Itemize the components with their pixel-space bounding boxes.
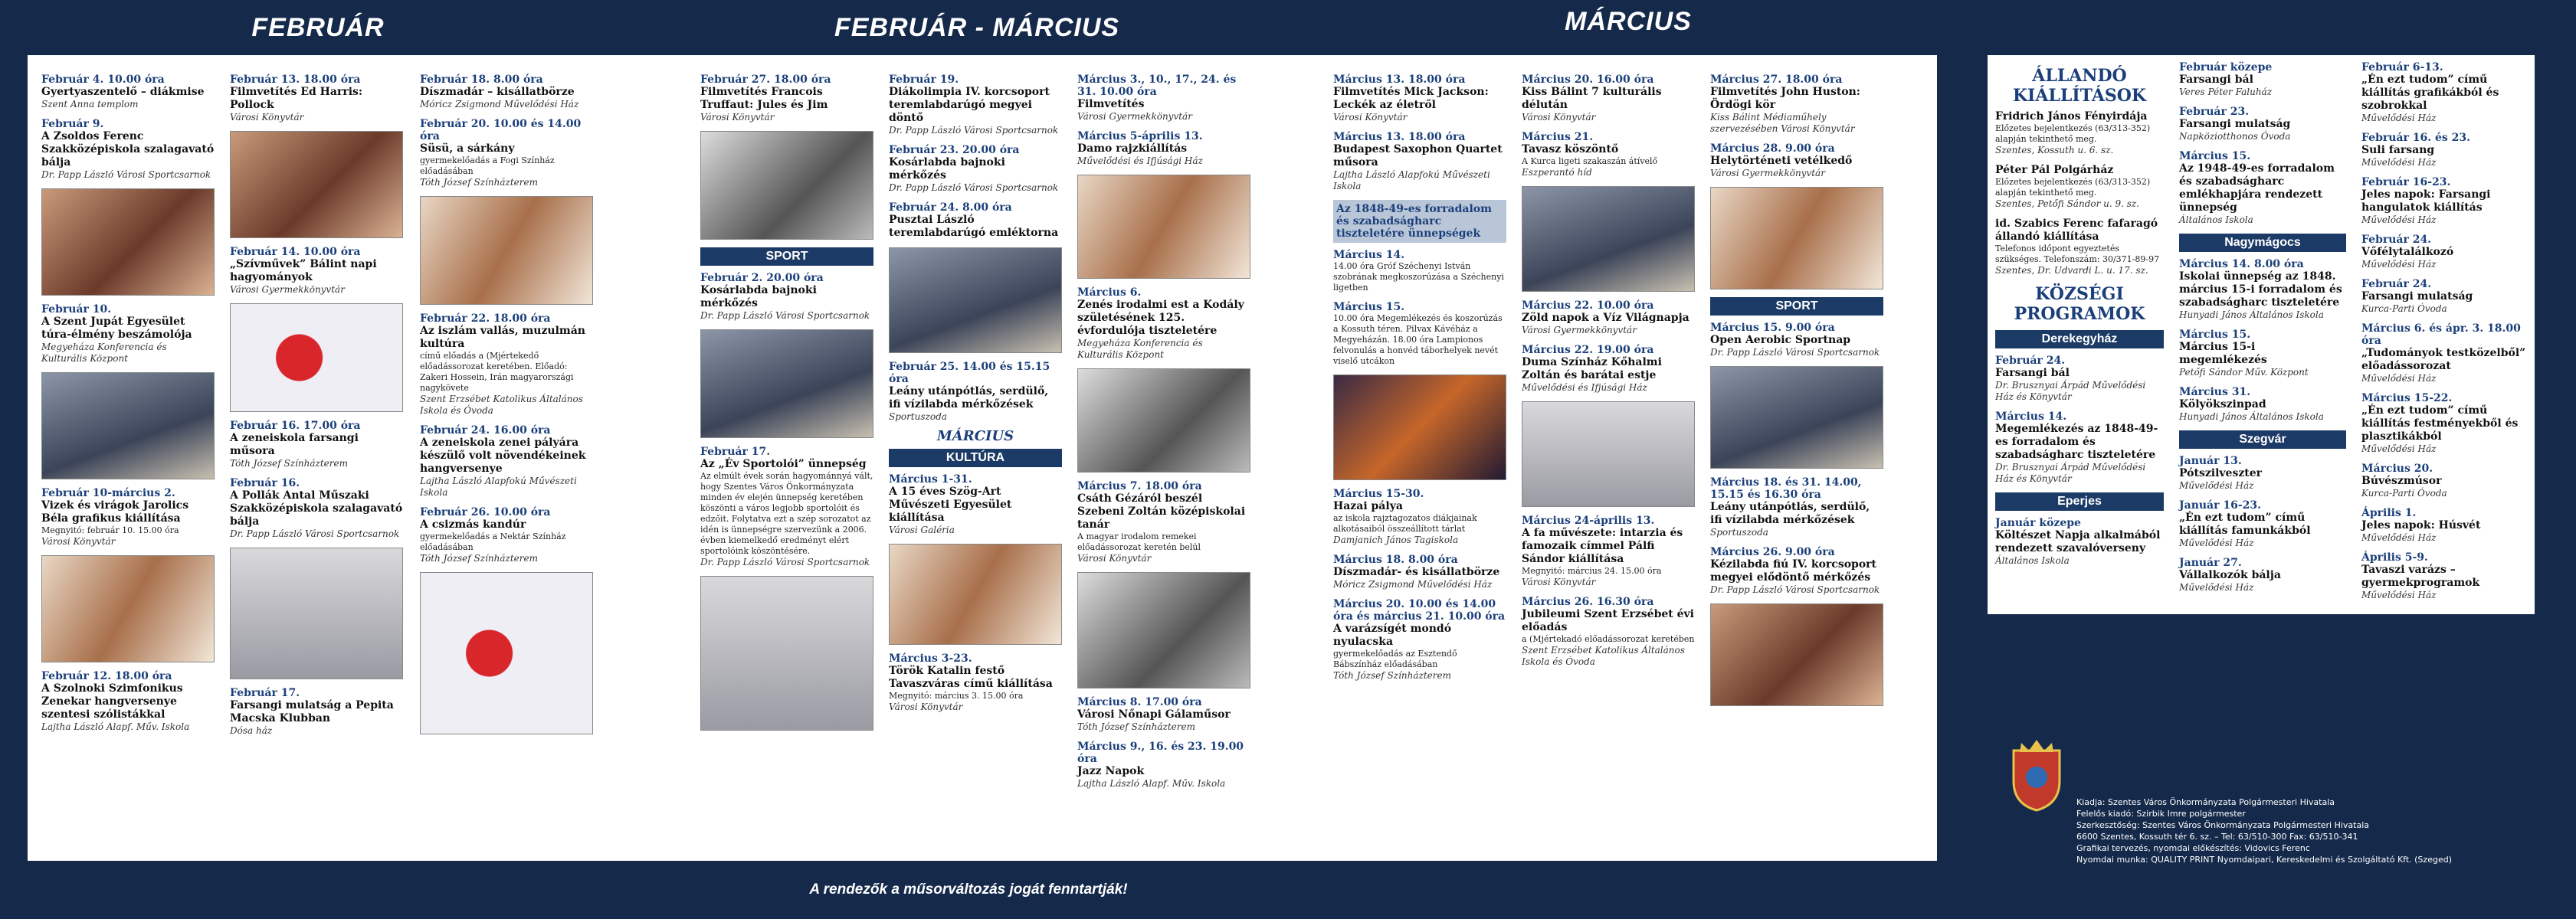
event: Február 16-23. Jeles napok: Farsangi hangulatok kiállítás Művelődési Ház	[2361, 176, 2491, 225]
event: Március 15. 9.00 óra Open Aerobic Sportnap Dr. Papp László Városi Sportcsarnok	[1710, 322, 1880, 358]
column-2	[230, 74, 403, 744]
column-5	[889, 74, 1062, 721]
event: Április 5-9. Tavaszi varázs – gyermekprogramok Művelődési Ház	[2361, 551, 2480, 600]
event: Március 26. 16.30 óra Jubileumi Szent Erzsébet évi előadás a (Mjértekadó előadássorozat keretében Szent Erzsébet Katolikus Általános Iskola és Óvoda	[1522, 596, 1695, 667]
event: Február 17. Az „Év Sportolói” ünnepség Az elmúlt évek során hagyománnyá vált, hogy Szentes Város Önkormányzata minden év elején ünnepség keretében köszönti a város legjobb sportolóit és edzőit. Folytatva ezt a szép sorozatot az idén is ünnepségre szervezünk a 2006. évben kiemelkedő eredményt elért sportolóink köszöntésére. Dr. Papp László Városi Sportcsarnok	[700, 446, 873, 567]
photo	[230, 303, 403, 412]
photo	[41, 372, 215, 479]
event: Március 9., 16. és 23. 19.00 óra Jazz Napok Lajtha László Alapf. Műv. Iskola	[1077, 741, 1244, 789]
section-derekegyhaz: Derekegyház	[1995, 330, 2164, 348]
photo	[41, 188, 215, 296]
photo	[41, 555, 215, 662]
event: Március 18. 8.00 óra Díszmadár- és kisállatbörze Móricz Zsigmond Művelődési Ház	[1333, 554, 1500, 590]
event: Február 9. A Zsoldos Ferenc Szakközépiskola szalagavató bálja Dr. Papp László Városi Sportcsarnok	[41, 118, 215, 180]
event: Március 15. 10.00 óra Megemlékezés és koszorúzás a Kossuth téren. Pilvax Kávéház a Megyeházán. 18.00 óra Lampionos felvonulás a honvéd táborhelyek nevét viselő utcákon	[1333, 301, 1503, 366]
header-februar: FEBRUÁR	[251, 12, 385, 42]
photo	[420, 572, 593, 734]
event: Március 22. 19.00 óra Duma Színház Kőhalmi Zoltán és barátai estje Művelődési és Ifjúsági Ház	[1522, 344, 1662, 393]
photo	[700, 131, 873, 240]
event: Január közepe Költészet Napja alkalmából rendezett szavalóverseny Általános Iskola	[1995, 517, 2161, 566]
credits	[2076, 796, 2551, 865]
event: Március 13. 18.00 óra Budapest Saxophon Quartet műsora Lajtha László Alapfokú Művészeti Iskola	[1333, 131, 1503, 191]
credit-line: Nyomdai munka: QUALITY PRINT Nyomdaipari, Kereskedelmi és Szolgáltató Kft. (Szeged)	[2076, 855, 2452, 865]
event: Március 6. Zenés irodalmi est a Kodály születésének 125. évfordulója tiszteletére Megyeháza Konferencia és Kulturális Központ	[1077, 286, 1244, 360]
event: Február 10-március 2. Vizek és virágok Jarolics Béla grafikus kiállítása Megnyitó: február 10. 15.00 óra Városi Könyvtár	[41, 487, 189, 547]
column-4	[700, 74, 873, 738]
event: Január 16-23. „Én ezt tudom” című kiállítás famunkákból Művelődési Ház	[2179, 499, 2311, 548]
section-sport: SPORT	[700, 247, 873, 266]
event: Február 19. Diákolimpia IV. korcsoport teremlabdarúgó megyei döntő Dr. Papp László Városi Sportcsarnok	[889, 74, 1059, 136]
photo	[1710, 603, 1883, 706]
event: Április 1. Jeles napok: Húsvét Művelődési Ház	[2361, 507, 2481, 543]
event: Március 22. 10.00 óra Zöld napok a Víz Világnapja Városi Gyermekkönyvtár	[1522, 299, 1689, 335]
photo	[700, 576, 873, 731]
photo	[1710, 187, 1883, 289]
header-februar-marcius: FEBRUÁR - MÁRCIUS	[834, 12, 1120, 42]
photo	[889, 544, 1062, 645]
event: Március 20. 16.00 óra Kiss Bálint 7 kulturális délután Városi Könyvtár	[1522, 74, 1662, 123]
event: Február 23. 20.00 óra Kosárlabda bajnoki mérkőzés Dr. Papp László Városi Sportcsarnok	[889, 144, 1059, 193]
photo	[1077, 572, 1250, 688]
event: Március 26. 9.00 óra Kézilabda fiú IV. korcsoport megyei elődöntő mérkőzés Dr. Papp László Városi Sportcsarnok	[1710, 546, 1880, 595]
event: Március 5-április 13. Damo rajzkiállítás Művelődési és Ifjúsági Ház	[1077, 130, 1203, 166]
event: Március 28. 9.00 óra Helytörténeti vetélkedő Városi Gyermekkönyvtár	[1710, 142, 1853, 178]
section-kultura: KULTÚRA	[889, 449, 1062, 467]
photo	[1522, 401, 1695, 507]
event: Március 31. Kölyökszinpad Hunyadi János Általános Iskola	[2179, 386, 2324, 422]
column-12	[2361, 61, 2527, 609]
event: Március 20. Búvészmúsor Kurca-Parti Óvoda	[2361, 463, 2447, 499]
event: Fridrich János Fényirdája Előzetes bejelentkezés (63/313-352) alapján tekinthető meg. Szentes, Kossuth u. 6. sz.	[1995, 110, 2151, 155]
event: id. Szabics Ferenc fafaragó állandó kiállítása Telefonos időpont egyeztetés szükséges. Telefonszám: 30/371-89-97 Szentes, Dr. Udvardi L. u. 17. sz.	[1995, 217, 2160, 276]
event: Február 24. Farsangi bál Dr. Brusznyai Árpád Művelődési Ház és Könyvtár	[1995, 355, 2146, 402]
photo	[889, 247, 1062, 353]
photo	[1077, 368, 1250, 473]
event: Február 26. 10.00 óra A csizmás kandúr gyermekelőadás a Nektár Színház előadásában Tóth József Színházterem	[420, 506, 566, 564]
highlight-1848: Az 1848-49-es forradalom és szabadságharc tiszteletére ünnepségek	[1333, 200, 1506, 243]
event: Február 16. A Pollák Antal Műszaki Szakközépiskola szalagavató bálja Dr. Papp László Városi Sportcsarnok	[230, 477, 403, 539]
credit-line: Felelős kiadó: Szirbik Imre polgármester	[2076, 809, 2246, 819]
event: Február 12. 18.00 óra A Szolnoki Szimfonikus Zenekar hangversenye szentesi szólistákkal Lajtha László Alapf. Műv. Iskola	[41, 670, 190, 732]
event: Február 24. 16.00 óra A zeneiskola zenei pályára készülő volt növendékeinek hangversenye Lajtha László Alapfokú Művészeti Iskola	[420, 424, 586, 498]
event: Február 23. Farsangi mulatság Napköziotthonos Óvoda	[2179, 106, 2291, 142]
section-sport: SPORT	[1710, 297, 1883, 316]
title-allando-kiallitasok: ÁLLANDÓ KIÁLLÍTÁSOK	[2012, 66, 2147, 106]
event: Március 14. Megemlékezés az 1848-49-es forradalom és szabadságharc tiszteletére Dr. Brusznyai Árpád Művelődési Ház és Könyvtár	[1995, 410, 2158, 484]
event: Március 15. Az 1948-49-es forradalom és szabadságharc emlékhapjára rendezett ünnepség Általános Iskola	[2179, 150, 2335, 225]
event: Február 4. 10.00 óra Gyertyaszentelő – diákmise Szent Anna templom	[41, 74, 205, 110]
footer-note: A rendezők a műsorváltozás jogát fenntartják!	[809, 881, 1128, 898]
column-1	[41, 74, 215, 741]
photo	[420, 196, 593, 305]
event: Március 3-23. Török Katalin festő Tavaszváras című kiállítása Megnyitó: március 3. 15.00 óra Városi Könyvtár	[889, 652, 1053, 712]
column-10	[1995, 61, 2164, 574]
credit-line: Szerkesztőség: Szentes Város Önkormányzata Polgármesteri Hivatala	[2076, 820, 2370, 830]
event: Február 17. Farsangi mulatság a Pepita Macska Klubban Dósa ház	[230, 687, 394, 736]
event: Március 13. 18.00 óra Filmvetítés Mick Jackson: Leckék az életről Városi Könyvtár	[1333, 74, 1489, 123]
event: Február 24. 8.00 óra Pusztai László teremlabdarúgó emléktorna	[889, 201, 1059, 239]
section-szegvar: Szegvár	[2179, 430, 2346, 449]
photo	[230, 131, 403, 238]
event: Március 21. Tavasz köszöntő A Kurca ligeti szakaszán átívelő Eszperantó híd	[1522, 131, 1658, 178]
event: Február 13. 18.00 óra Filmvetítés Ed Harris: Pollock Városi Könyvtár	[230, 74, 363, 123]
event: Január 13. Pótszilveszter Művelődési Ház	[2179, 455, 2263, 491]
event: Február 24. Vőfélytalálkozó Művelődési Ház	[2361, 234, 2454, 270]
event: Március 27. 18.00 óra Filmvetítés John Huston: Ördögi kör Kiss Bálint Médiaműhely szervezésében Városi Könyvtár	[1710, 74, 1860, 134]
event: Február 27. 18.00 óra Filmvetítés Francois Truffaut: Jules és Jim Városi Könyvtár	[700, 74, 831, 123]
event: Február 25. 14.00 és 15.15 óra Leány utánpótlás, serdülő, ifi vízilabda mérkőzések Sportuszoda	[889, 361, 1050, 422]
event: Március 15-22. „Én ezt tudom” című kiállítás festményekből és plasztikákból Művelődési Ház	[2361, 392, 2519, 454]
credit-line: 6600 Szentes, Kossuth tér 6. sz. – Tel: 63/510-300 Fax: 63/510-341	[2076, 832, 2358, 842]
event: Március 14. 8.00 óra Iskolai ünnepség az 1848. március 15-i forradalom és szabadságharc tiszteletére Hunyadi János Általános Iskola	[2179, 258, 2342, 320]
title-kozsegi-programok: KÖZSÉGI PROGRAMOK	[2014, 284, 2145, 324]
event: Március 7. 18.00 óra Csáth Gézáról beszél Szebeni Zoltán középiskolai tanár A magyar irodalom remekei előadássorozat keretén belül Városi Könyvtár	[1077, 480, 1246, 564]
column-3	[420, 74, 593, 742]
column-11	[2179, 61, 2346, 601]
event: Február 10. A Szent Jupát Egyesület túra-élmény beszámolója Megyeháza Konferencia és Kulturális Központ	[41, 303, 192, 364]
event: Március 18. és 31. 14.00, 15.15 és 16.30 óra Leány utánpótlás, serdülő, ifi vízilabda mérkőzések Sportuszoda	[1710, 476, 1870, 538]
event: Március 3., 10., 17., 24. és 31. 10.00 óra Filmvetítés Városi Gyermekkönyvtár	[1077, 74, 1237, 122]
coat-of-arms-icon	[2006, 735, 2067, 812]
photo	[1522, 186, 1695, 292]
event: Március 8. 17.00 óra Városi Nőnapi Gálaműsor Tóth József Színházterem	[1077, 696, 1231, 732]
event: Február 16. 17.00 óra A zeneiskola farsangi műsora Tóth József Színházterem	[230, 420, 361, 469]
event: Február 2. 20.00 óra Kosárlabda bajnoki mérkőzés Dr. Papp László Városi Sportcsarnok	[700, 272, 870, 321]
event: Március 15-30. Hazai pálya az iskola rajztagozatos diákjainak alkotásaiból összeállított tárlat Damjanich János Tagiskola	[1333, 488, 1477, 545]
event: Február 16. és 23. Suli farsang Művelődési Ház	[2361, 132, 2470, 168]
section-eperjes: Eperjes	[1995, 492, 2164, 511]
event: Március 24-április 13. A fa művészete: intarzia és famozaik címmel Pálfi Sándor kiállítása Megnyitó: március 24. 15.00 óra Városi Könyvtár	[1522, 515, 1683, 587]
event: Január 27. Vállalkozók bálja Művelődési Ház	[2179, 557, 2281, 593]
photo	[1077, 175, 1250, 279]
event: Február közepe Farsangi bál Veres Péter Faluház	[2179, 61, 2273, 97]
credit-line: Grafikai tervezés, nyomdai előkészítés: Vidovics Ferenc	[2076, 843, 2310, 853]
event: Március 14. 14.00 óra Gróf Széchenyi István szobrának megkoszorúzása a Széchenyi ligetben	[1333, 249, 1504, 293]
event: Március 1-31. A 15 éves Szög-Art Művészeti Egyesület kiállítása Városi Galéria	[889, 473, 1012, 535]
event: Február 6-13. „Én ezt tudom” című kiállítás grafikákból és szobrokkal Művelődési Ház	[2361, 61, 2499, 123]
event: Március 20. 10.00 és 14.00 óra és március 21. 10.00 óra A varázsígét mondó nyulacska gyermekelőadás az Esztendő Bábszínház előadásában Tóth József Színházterem	[1333, 598, 1506, 681]
credit-line: Kiadja: Szentes Város Önkormányzata Polgármesteri Hivatala	[2076, 797, 2335, 807]
section-marcius: MÁRCIUS	[936, 428, 1014, 444]
photo	[700, 329, 873, 438]
photo	[1333, 374, 1506, 480]
photo	[1710, 366, 1883, 469]
event: Február 20. 10.00 és 14.00 óra Süsü, a sárkány gyermekelőadás a Fogi Színház előadásában Tóth József Színházterem	[420, 118, 582, 188]
header-marcius: MÁRCIUS	[1565, 6, 1692, 36]
event: Péter Pál Polgárház Előzetes bejelentkezés (63/313-352) alapján tekinthető meg. Szentes, Petőfi Sándor u. 9. sz.	[1995, 164, 2151, 209]
column-8	[1522, 74, 1695, 675]
column-7	[1333, 74, 1506, 689]
event: Március 6. és ápr. 3. 18.00 óra „Tudományok testközelből” előadássorozat Művelődési Ház	[2361, 322, 2526, 384]
event: Február 14. 10.00 óra „Szívművek” Bálint napi hagyományok Városi Gyermekkönyvtár	[230, 246, 377, 295]
event: Február 24. Farsangi mulatság Kurca-Parti Óvoda	[2361, 278, 2473, 314]
section-nagymagocs: Nagymágocs	[2179, 234, 2346, 252]
event: Március 15. Március 15-i megemlékezés Petőfi Sándor Műv. Központ	[2179, 329, 2309, 378]
column-9	[1710, 74, 1883, 714]
column-6	[1077, 74, 1250, 797]
event: Február 22. 18.00 óra Az iszlám vallás, muzulmán kultúra című előadás a (Mjértekedő előadássorozat keretében. Előadó: Zakeri Hossein, Irán magyarországi nagykövete Szent Erzsébet Katolikus Általános Iskola és Óvoda	[420, 312, 585, 416]
event: Február 18. 8.00 óra Díszmadár – kisállatbörze Móricz Zsigmond Művelődési Ház	[420, 74, 579, 110]
photo	[230, 548, 403, 679]
